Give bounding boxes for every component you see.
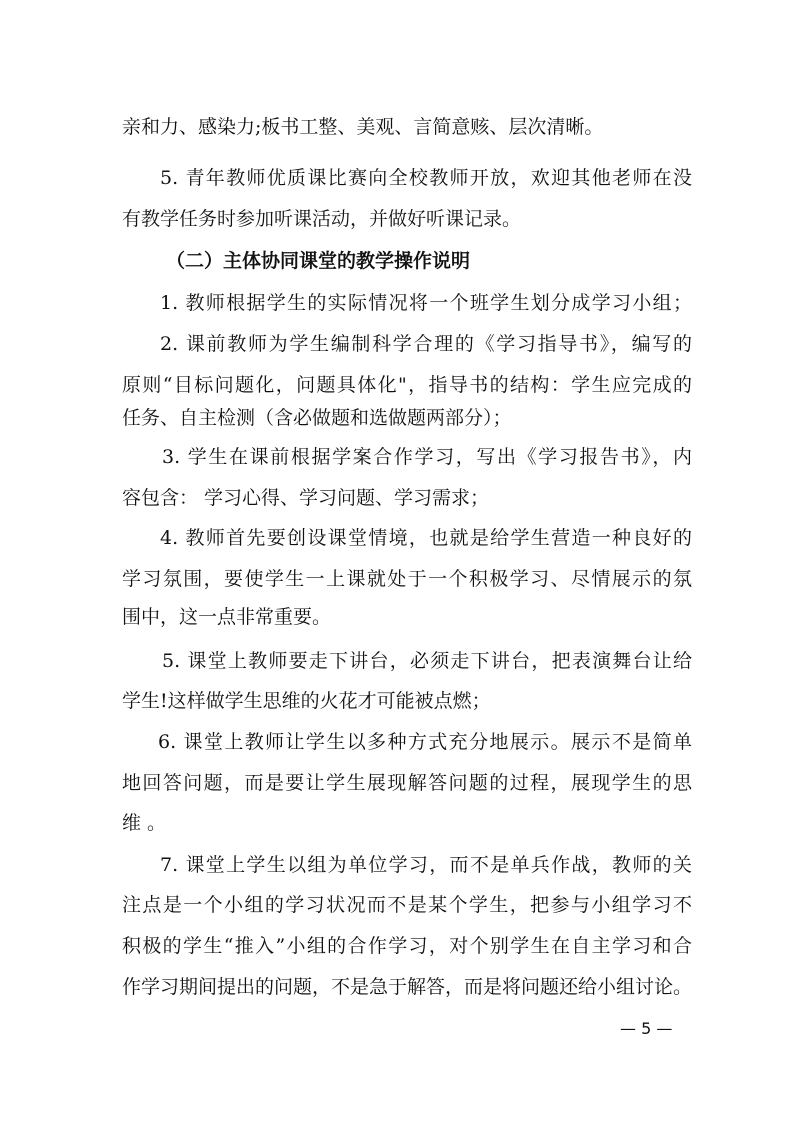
paragraph-line: 5. 青年教师优质课比赛向全校教师开放，欢迎其他老师在没: [160, 167, 692, 189]
page-number: — 5 —: [620, 1019, 673, 1038]
paragraph-line: 维 。: [122, 812, 167, 834]
paragraph-line: 亲和力、感染力;板书工整、美观、言简意赅、层次清晰。: [122, 116, 604, 138]
paragraph-line: 4. 教师首先要创设课堂情境，也就是给学生营造一种良好的: [160, 527, 692, 549]
paragraph-line: 注点是一个小组的学习状况而不是某个学生，把参与小组学习不: [122, 894, 692, 916]
paragraph-line: 学生!这样做学生思维的火花才可能被点燃；: [122, 690, 491, 712]
paragraph-line: 任务、自主检测（含必做题和选做题两部分）；: [122, 407, 512, 429]
paragraph-line: 5. 课堂上教师要走下讲台，必须走下讲台，把表演舞台让给: [162, 650, 692, 672]
section-heading: （二）主体协同课堂的教学操作说明: [166, 250, 471, 272]
paragraph-line: 围中，这一点非常重要。: [122, 606, 332, 628]
paragraph-line: 7. 课堂上学生以组为单位学习，而不是单兵作战，教师的关: [160, 854, 692, 876]
paragraph-line: 学习氛围，要使学生一上课就处于一个积极学习、尽情展示的氛: [122, 568, 692, 590]
paragraph-line: 地回答问题，而是要让学生展现解答问题的过程，展现学生的思: [122, 772, 692, 794]
paragraph-line: 1. 教师根据学生的实际情况将一个班学生划分成学习小组；: [160, 292, 692, 314]
paragraph-line: 原则“目标问题化，问题具体化"，指导书的结构：学生应完成的: [122, 374, 692, 396]
paragraph-line: 2. 课前教师为学生编制科学合理的《学习指导书》，编写的: [160, 333, 692, 355]
paragraph-line: 积极的学生“推入”小组的合作学习，对个别学生在自主学习和合: [122, 935, 692, 957]
paragraph-line: 6. 课堂上教师让学生以多种方式充分地展示。展示不是简单: [158, 731, 692, 753]
paragraph-line: 容包含： 学习心得、学习问题、学习需求；: [122, 487, 490, 509]
paragraph-line: 有教学任务时参加听课活动，并做好听课记录。: [122, 208, 522, 230]
paragraph-line: 作学习期间提出的问题，不是急于解答，而是将问题还给小组讨论。: [122, 976, 693, 998]
paragraph-line: 3. 学生在课前根据学案合作学习，写出《学习报告书》，内: [162, 446, 692, 468]
